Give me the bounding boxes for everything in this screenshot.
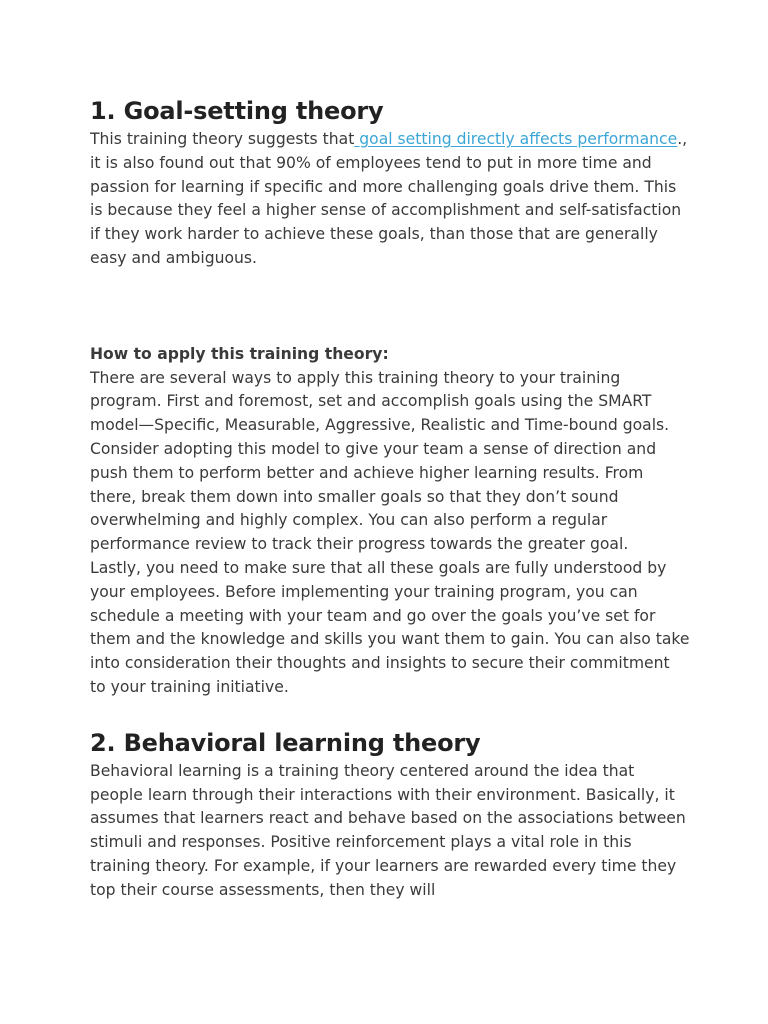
goal-setting-intro-paragraph (90, 128, 690, 271)
lastly-paragraph: Lastly, you need to make sure that all these goals are fully understood by your employees. Before implementing your training program, you can schedule a meeting with your team and go over the goals you’ve set for them and the knowledge and skills you want them to gain. You can also take into consideration their thoughts and insights to secure their commitment to your training initiative. (90, 558, 690, 696)
section-heading-behavioral-learning: 2. Behavioral learning theory (90, 728, 481, 757)
behavioral-learning-paragraph: Behavioral learning is a training theory centered around the idea that people learn through their interactions with their environment. Basically, it assumes that learners react and behave based on the associations between stimuli and responses. Positive reinforcement plays a vital role in this training theory. For example, if your learners are rewarded every time they top their course assessments, then they will (90, 761, 686, 899)
how-to-apply-paragraph: There are several ways to apply this training theory to your training program. First and foremost, set and accomplish goals using the SMART model—Specific, Measurable, Aggressive, Realistic and Time-bound goals. Consider adopting this model to give your team a sense of direction and push them to perform better and achieve higher learning results. From there, break them down into smaller goals so that they don’t sound overwhelming and highly complex. You can also perform a regular performance review to track their progress towards the greater goal. (90, 368, 670, 554)
how-to-apply-subheading: How to apply this training theory: (90, 344, 389, 363)
section-heading-goal-setting: 1. Goal-setting theory (90, 97, 384, 125)
intro-text-after-link: ., it is also found out that 90% of employees tend to put in more time and passion for learning if specific and more challenging goals drive them. This is because they feel a higher sense of accomplishment and self-satisfaction if they work harder to achieve these goals, than those that are generally easy and ambiguous. (90, 130, 688, 267)
intro-text-before-link: This training theory suggests that (90, 130, 355, 148)
document-page (90, 94, 690, 903)
goal-setting-performance-link[interactable]: goal setting directly affects performance (354, 130, 678, 148)
